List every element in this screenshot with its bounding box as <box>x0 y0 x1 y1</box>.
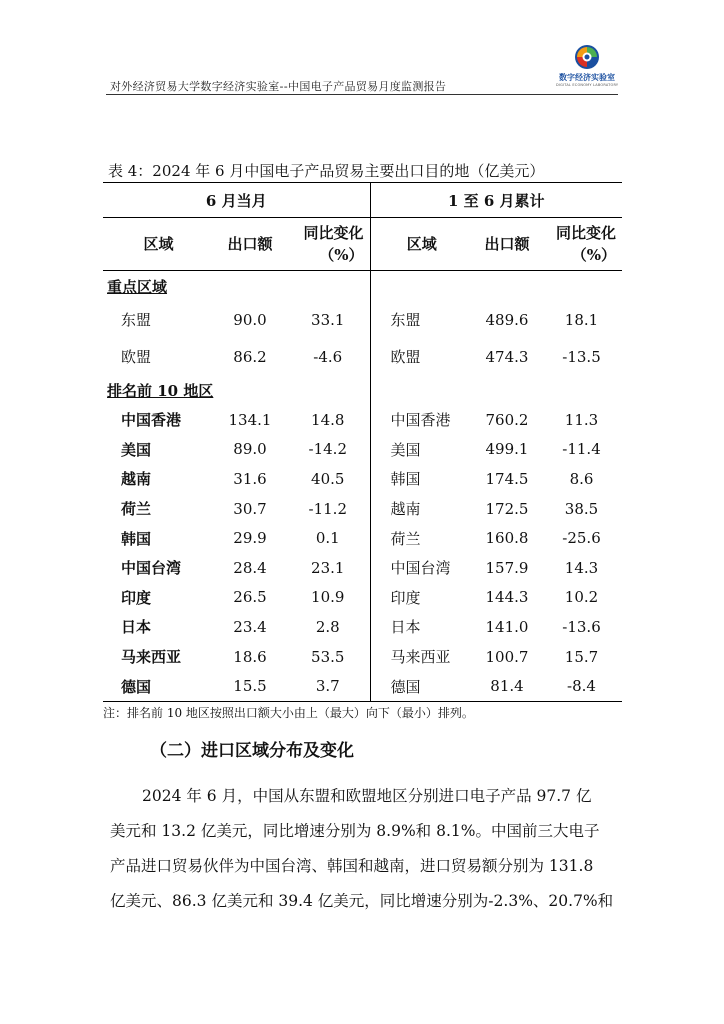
section-row-top10 <box>103 375 622 405</box>
cell-yoy: -14.2 <box>286 435 370 465</box>
lab-logo <box>556 44 618 92</box>
cell-export: 489.6 <box>485 310 529 329</box>
cell-export: 144.3 <box>485 588 529 607</box>
cell-export: 134.1 <box>228 410 272 429</box>
section-label-key-regions: 重点区域 <box>107 277 168 296</box>
cell-region: 印度 <box>121 588 152 607</box>
table-column-header-row <box>103 218 622 271</box>
group-header-monthly: 6 月当月 <box>103 183 370 218</box>
cell-yoy: -11.4 <box>562 440 601 459</box>
table-row <box>103 642 622 672</box>
export-destination-table <box>103 182 622 702</box>
cell-export: 474.3 <box>485 347 529 366</box>
cell-region: 日本 <box>390 618 421 637</box>
table-row <box>103 301 622 338</box>
cell-region: 中国台湾 <box>121 559 182 578</box>
cell-export: 174.5 <box>485 469 529 488</box>
cell-region: 中国台湾 <box>390 559 451 578</box>
cell-region: 欧盟 <box>390 348 421 366</box>
table-row <box>103 464 622 494</box>
cell-region: 德国 <box>103 671 214 701</box>
col-header-yoy <box>286 218 370 271</box>
logo-name: 数字经济实验室 <box>559 73 615 82</box>
cell-yoy: 23.1 <box>286 553 370 583</box>
logo-subtitle: DIGITAL ECONOMY LABORATORY <box>556 83 619 87</box>
cell-yoy: 40.5 <box>286 464 370 494</box>
cell-yoy: -13.6 <box>562 617 601 636</box>
cell-yoy: -4.6 <box>286 338 370 375</box>
cell-region: 美国 <box>390 440 421 459</box>
table-row <box>103 494 622 524</box>
section-label-top10: 排名前 10 地区 <box>107 381 214 400</box>
table-row <box>103 671 622 701</box>
globe-logo-icon <box>574 44 600 70</box>
cell-export: 18.6 <box>233 647 267 666</box>
cell-export: 499.1 <box>485 440 529 459</box>
col-header-yoy <box>541 218 622 271</box>
cell-export: 90.0 <box>233 310 267 329</box>
col-header-yoy-line2: （%） <box>319 246 364 264</box>
paragraph-line: 2024 年 6 月，中国从东盟和欧盟地区分别进口电子产品 97.7 亿 <box>142 787 592 805</box>
cell-yoy: 10.2 <box>564 588 599 607</box>
table-caption: 表 4：2024 年 6 月中国电子产品贸易主要出口目的地（亿美元） <box>108 162 545 180</box>
cell-export: 172.5 <box>485 499 529 518</box>
cell-yoy: 38.5 <box>564 499 599 518</box>
cell-export: 160.8 <box>485 529 529 548</box>
cell-yoy: 0.1 <box>286 523 370 553</box>
group-header-cumulative: 1 至 6 月累计 <box>370 183 622 218</box>
col-header-yoy-line1: 同比变化 <box>303 224 364 242</box>
section-row-key-regions <box>103 271 622 302</box>
cell-region: 中国香港 <box>121 411 182 430</box>
table-row <box>103 338 622 375</box>
cell-region: 欧盟 <box>121 348 152 366</box>
col-header-yoy-line2: （%） <box>571 246 617 264</box>
cell-export: 23.4 <box>233 617 267 636</box>
cell-export: 89.0 <box>233 440 267 459</box>
cell-region: 中国香港 <box>390 411 451 430</box>
cell-export: 30.7 <box>233 499 267 518</box>
cell-region: 荷兰 <box>121 500 152 519</box>
empty-cell <box>370 271 622 302</box>
table-row <box>103 583 622 613</box>
table-note: 注：排名前 10 地区按照出口额大小由上（最大）向下（最小）排列。 <box>103 706 474 720</box>
cell-region: 越南 <box>121 470 152 489</box>
empty-cell <box>370 375 622 405</box>
cell-yoy: 10.9 <box>286 583 370 613</box>
table-row <box>103 523 622 553</box>
col-header-yoy-line1: 同比变化 <box>556 224 617 242</box>
paragraph-line: 亿美元、86.3 亿美元和 39.4 亿美元，同比增速分别为-2.3%、20.7%和 <box>110 892 614 910</box>
cell-export: 29.9 <box>233 529 267 548</box>
cell-export: 31.6 <box>233 469 267 488</box>
col-header-region: 区域 <box>370 218 473 271</box>
cell-yoy: -25.6 <box>562 529 601 548</box>
cell-region: 韩国 <box>390 470 421 489</box>
cell-export: 28.4 <box>233 558 267 577</box>
cell-region: 东盟 <box>390 311 421 329</box>
body-paragraph <box>110 779 618 919</box>
section-heading: （二）进口区域分布及变化 <box>150 741 354 761</box>
paragraph-line: 产品进口贸易伙伴为中国台湾、韩国和越南，进口贸易额分别为 131.8 <box>110 857 594 875</box>
cell-region: 东盟 <box>121 311 152 329</box>
cell-yoy: 14.3 <box>564 558 599 577</box>
cell-export: 86.2 <box>233 347 267 366</box>
cell-region: 马来西亚 <box>121 648 182 667</box>
cell-export: 81.4 <box>473 671 541 701</box>
cell-export: 100.7 <box>485 647 529 666</box>
cell-yoy: 3.7 <box>286 671 370 701</box>
cell-yoy: 8.6 <box>569 469 594 488</box>
cell-region: 印度 <box>390 588 421 607</box>
table-row <box>103 612 622 642</box>
cell-yoy: 15.7 <box>564 647 599 666</box>
cell-export: 141.0 <box>485 617 529 636</box>
table-row <box>103 405 622 435</box>
report-header-title: 对外经济贸易大学数字经济实验室--中国电子产品贸易月度监测报告 <box>110 80 447 93</box>
cell-yoy: 53.5 <box>286 642 370 672</box>
empty-cell <box>286 375 370 405</box>
table-row <box>103 553 622 583</box>
cell-region: 荷兰 <box>390 529 421 548</box>
col-header-export: 出口额 <box>214 218 286 271</box>
cell-yoy: -8.4 <box>541 671 622 701</box>
cell-region: 德国 <box>370 671 473 701</box>
cell-yoy: 11.3 <box>564 410 599 429</box>
table-row <box>103 435 622 465</box>
paragraph-line: 美元和 13.2 亿美元，同比增速分别为 8.9%和 8.1%。中国前三大电子 <box>110 822 600 840</box>
cell-yoy: 33.1 <box>286 301 370 338</box>
cell-yoy: -11.2 <box>286 494 370 524</box>
cell-region: 越南 <box>390 500 421 519</box>
cell-region: 韩国 <box>121 529 152 548</box>
cell-region: 马来西亚 <box>390 648 451 667</box>
cell-yoy: 14.8 <box>286 405 370 435</box>
col-header-export: 出口额 <box>473 218 541 271</box>
col-header-region: 区域 <box>103 218 214 271</box>
header-divider <box>106 94 618 95</box>
table-group-header-row <box>103 183 622 218</box>
empty-cell <box>286 271 370 302</box>
cell-yoy: 18.1 <box>564 310 599 329</box>
cell-region: 日本 <box>121 618 152 637</box>
cell-export: 26.5 <box>233 588 267 607</box>
cell-region: 美国 <box>121 440 152 459</box>
cell-yoy: 2.8 <box>286 612 370 642</box>
cell-yoy: -13.5 <box>562 347 601 366</box>
cell-export: 15.5 <box>214 671 286 701</box>
cell-export: 157.9 <box>485 558 529 577</box>
cell-export: 760.2 <box>485 410 529 429</box>
